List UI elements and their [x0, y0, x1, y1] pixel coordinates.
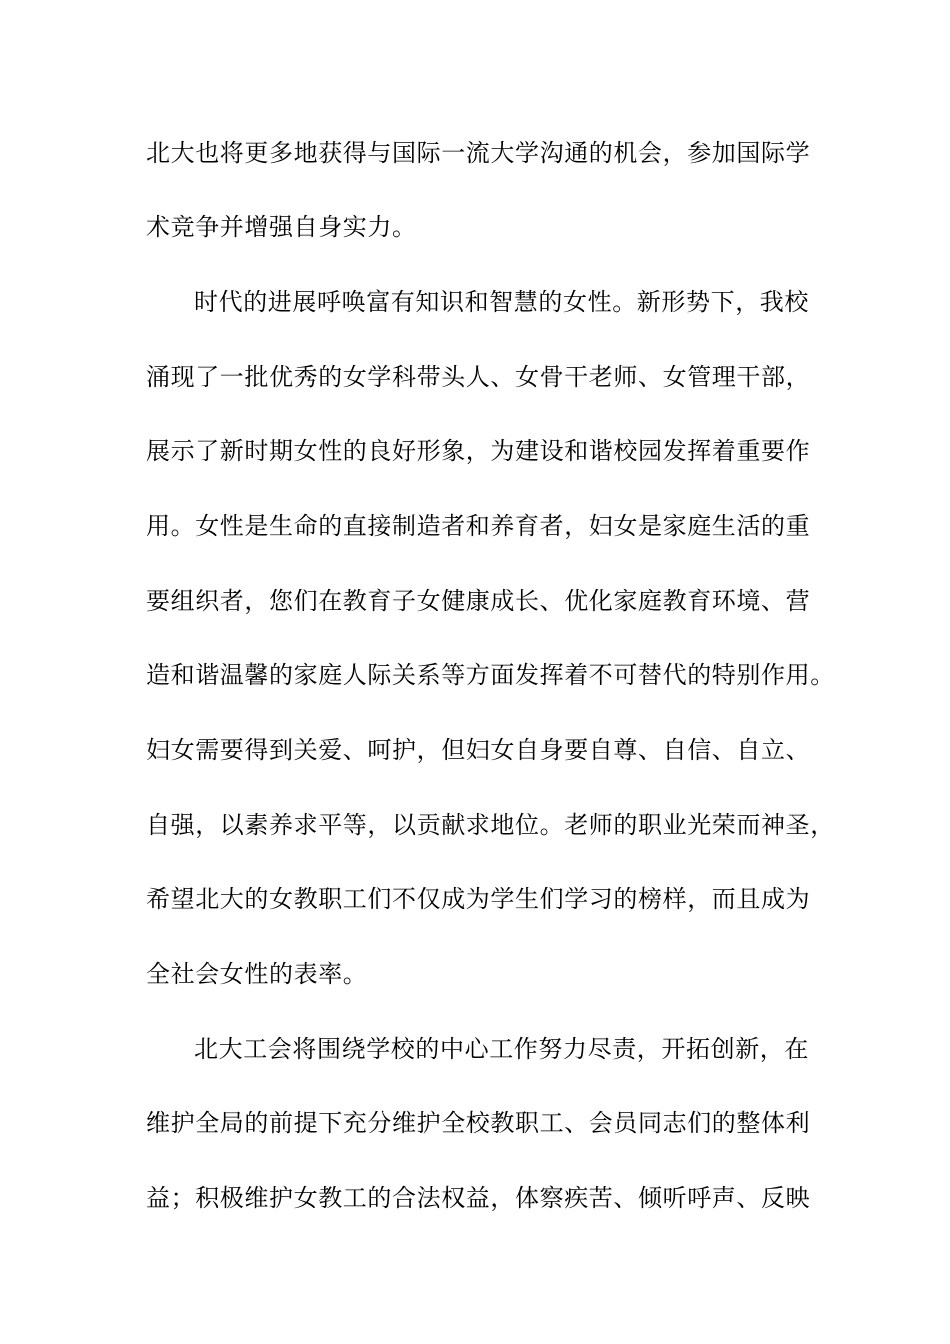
text-line: 要组织者，您们在教育子女健康成长、优化家庭教育环境、营: [146, 587, 811, 615]
text-line: 希望北大的女教职工们不仅成为学生们学习的榜样，而且成为: [146, 885, 811, 913]
text-line: 全社会女性的表率。: [146, 960, 368, 988]
text-line: 用。女性是生命的直接制造者和养育者，妇女是家庭生活的重: [146, 512, 811, 540]
text-line: 展示了新时期女性的良好形象，为建设和谐校园发挥着重要作: [146, 437, 811, 465]
text-line: 维护全局的前提下充分维护全校教职工、会员同志们的整体利: [146, 1109, 811, 1137]
text-line: 术竞争并增强自身实力。: [146, 213, 417, 241]
text-line: 北大也将更多地获得与国际一流大学沟通的机会，参加国际学: [146, 139, 811, 167]
paragraph-start-line: 时代的进展呼唤富有知识和智慧的女性。新形势下，我校: [194, 288, 809, 316]
text-line: 益；积极维护女教工的合法权益，体察疾苦、倾听呼声、反映: [146, 1184, 811, 1212]
text-line: 妇女需要得到关爱、呵护，但妇女自身要自尊、自信、自立、: [146, 736, 811, 764]
text-line: 涌现了一批优秀的女学科带头人、女骨干老师、女管理干部，: [146, 363, 811, 391]
paragraph-start-line: 北大工会将围绕学校的中心工作努力尽责，开拓创新，在: [194, 1035, 809, 1063]
text-line: 造和谐温馨的家庭人际关系等方面发挥着不可替代的特别作用。: [146, 661, 835, 689]
text-line: 自强，以素养求平等，以贡献求地位。老师的职业光荣而神圣，: [146, 811, 835, 839]
